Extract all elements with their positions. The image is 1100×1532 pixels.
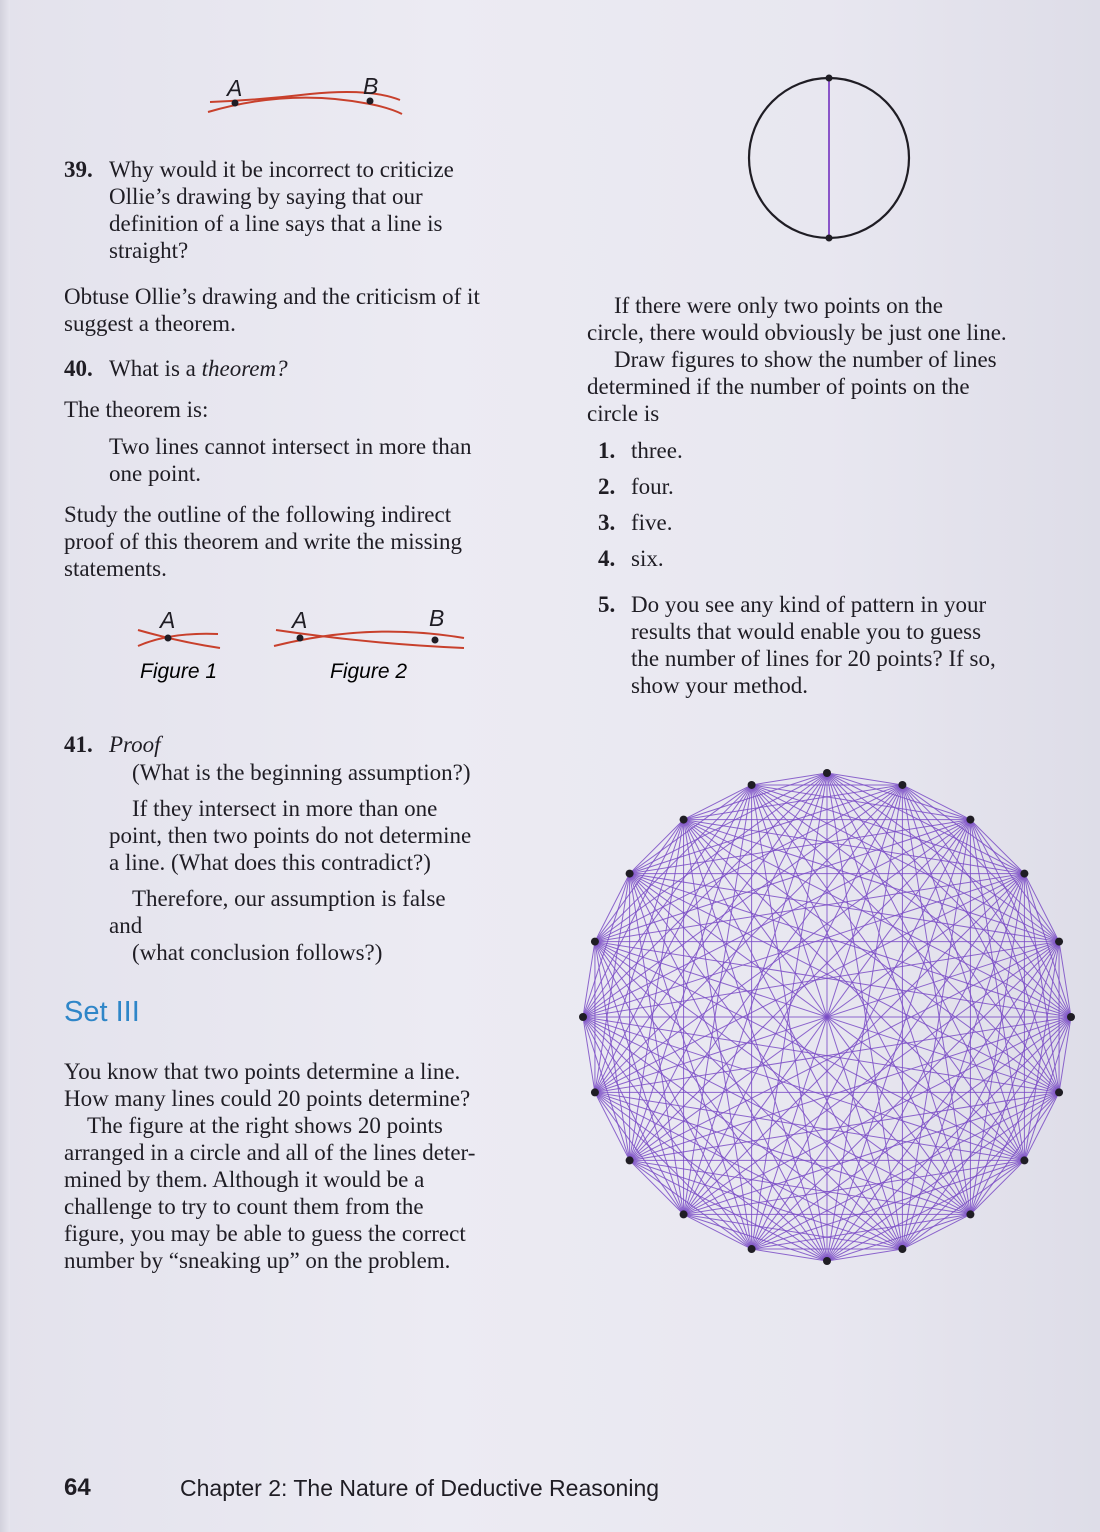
figure-2-point-a (297, 635, 304, 642)
figure-2 (274, 605, 464, 683)
graph-vertex (1055, 1088, 1063, 1096)
graph-edge (902, 1092, 1059, 1249)
two-points-paragraph (587, 292, 1067, 346)
proof-line: point, then two points do not determine (109, 823, 472, 848)
graph-edge (583, 1017, 684, 1214)
graph-edge (970, 820, 1071, 1017)
paragraph-line: determined if the number of points on the (587, 374, 970, 399)
question-line: straight? (109, 238, 189, 263)
graph-edge (630, 1160, 752, 1249)
label-b: B (363, 73, 379, 99)
figure-1 (138, 607, 220, 683)
graph-vertex (626, 870, 634, 878)
proof-step-3 (109, 885, 549, 966)
graph-vertex (579, 1013, 587, 1021)
figure-1-line-two (138, 630, 220, 648)
graph-edge (630, 1160, 827, 1261)
graph-edge (595, 820, 684, 942)
graph-vertex (748, 781, 756, 789)
graph-edge (595, 785, 752, 942)
graph-edge (630, 820, 684, 874)
question-41 (64, 731, 544, 971)
item-number: 1. (598, 438, 616, 463)
paragraph-line: Study the outline of the following indirect (64, 502, 452, 527)
graph-edge (752, 785, 971, 1214)
question-line: definition of a line says that a line is (109, 211, 443, 236)
graph-vertex (680, 1210, 688, 1218)
circle-point-bottom (826, 235, 833, 242)
graph-vertex (591, 1088, 599, 1096)
paragraph-line: arranged in a circle and all of the lines deter- (64, 1140, 476, 1165)
paragraph-line: suggest a theorem. (64, 311, 236, 336)
question-line: show your method. (631, 673, 808, 698)
graph-vertex (1055, 938, 1063, 946)
page-binding-edge (0, 0, 10, 1532)
question-number: 40. (64, 356, 93, 381)
question-term: theorem? (201, 356, 288, 381)
graph-edge (583, 785, 752, 1017)
graph-edge (752, 785, 1025, 874)
graph-vertex (626, 1156, 634, 1164)
graph-edge (752, 785, 1059, 1092)
graph-vertex (591, 938, 599, 946)
page-number: 64 (64, 1474, 91, 1501)
figures-1-and-2 (130, 600, 480, 690)
graph-edge (827, 1160, 1024, 1261)
graph-vertex (898, 781, 906, 789)
proof-line: (what conclusion follows?) (132, 940, 383, 965)
draw-figures-paragraph (587, 346, 1067, 427)
question-line: Do you see any kind of pattern in your (631, 592, 987, 617)
proof-line: If they intersect in more than one (132, 796, 438, 821)
graph-edge (595, 820, 684, 1093)
question-line: the number of lines for 20 points? If so, (631, 646, 996, 671)
graph-vertex (1020, 1156, 1028, 1164)
question-text: What is a (109, 356, 202, 381)
set-3-paragraph (64, 1112, 544, 1274)
theorem-line: Two lines cannot intersect in more than (109, 434, 472, 459)
graph-vertex (966, 816, 974, 824)
label-a: A (227, 75, 243, 101)
graph-edge (630, 785, 752, 874)
question-line: Ollie’s drawing by saying that our (109, 184, 423, 209)
graph-edge (827, 773, 1024, 874)
item-text: four. (631, 474, 674, 499)
paragraph-line: circle is (587, 401, 660, 426)
paragraph-line: challenge to try to count them from the (64, 1194, 424, 1219)
graph-edge (970, 820, 1024, 874)
paragraph-line: You know that two points determine a line. (64, 1059, 461, 1084)
paragraph-line: circle, there would obviously be just one line. (587, 320, 1007, 345)
theorem-line: one point. (109, 461, 201, 486)
paragraph-line: Draw figures to show the number of lines (614, 347, 997, 372)
set-3-intro (64, 1058, 544, 1112)
graph-edge (970, 1160, 1024, 1214)
question-number: 5. (598, 592, 616, 617)
paragraph-line: statements. (64, 556, 167, 581)
study-paragraph (64, 501, 544, 582)
item-number: 3. (598, 510, 616, 535)
graph-edge (752, 785, 827, 1261)
paragraph-line: number by “sneaking up” on the problem. (64, 1248, 451, 1273)
obtuse-ollie-paragraph (64, 283, 544, 337)
graph-edge (595, 1092, 684, 1214)
item-text: five. (631, 510, 673, 535)
paragraph-line: How many lines could 20 points determine? (64, 1086, 471, 1111)
twenty-point-complete-graph (575, 765, 1080, 1270)
graph-edge (583, 1017, 827, 1261)
question-line: results that would enable you to guess (631, 619, 982, 644)
graph-edge (595, 942, 902, 1249)
proof-line: Therefore, our assumption is false (132, 886, 446, 911)
paragraph-line: mined by them. Although it would be a (64, 1167, 425, 1192)
proof-step-1: (What is the beginning assumption?) (132, 760, 471, 785)
proof-step-2 (109, 795, 549, 876)
graph-vertex (680, 816, 688, 824)
running-footer: Chapter 2: The Nature of Deductive Reasoning (180, 1475, 660, 1501)
graph-vertex (1067, 1013, 1075, 1021)
proof-line: a line. (What does this contradict?) (109, 850, 431, 875)
theorem-intro: The theorem is: (64, 397, 209, 422)
paragraph-line: proof of this theorem and write the missing (64, 529, 462, 554)
graph-vertex (823, 1257, 831, 1265)
proof-line: and (109, 913, 143, 938)
graph-vertex (1020, 870, 1028, 878)
item-number: 2. (598, 474, 616, 499)
figure-2-point-b (432, 637, 439, 644)
graph-edge (684, 820, 903, 1249)
graph-edge (630, 773, 827, 874)
proof-title: Proof (109, 732, 161, 757)
graph-edge (970, 1017, 1071, 1214)
figure-1-caption: Figure 1 (140, 660, 218, 683)
graph-edge (684, 820, 827, 1261)
graph-edge (827, 1017, 1071, 1261)
paragraph-line: Obtuse Ollie’s drawing and the criticism of it (64, 284, 480, 309)
question-line: Why would it be incorrect to criticize (109, 157, 454, 182)
paragraph-line: The figure at the right shows 20 points (87, 1113, 443, 1138)
graph-vertex (748, 1245, 756, 1253)
graph-vertex (823, 769, 831, 777)
figure-2-label-a: A (292, 607, 308, 633)
graph-edge (827, 773, 1071, 1017)
graph-vertex (898, 1245, 906, 1253)
two-curves-figure (200, 70, 410, 122)
question-number: 41. (64, 732, 93, 757)
two-point-circle-figure (740, 70, 920, 250)
item-text: three. (631, 438, 683, 463)
figure-2-caption: Figure 2 (330, 660, 408, 683)
graph-edge (630, 874, 1059, 1093)
item-text: six. (631, 546, 664, 571)
graph-edge (583, 820, 684, 1017)
section-heading: Set III (64, 996, 140, 1028)
graph-edge (684, 820, 1025, 1161)
circle-point-top (826, 75, 833, 82)
figure-1-label-a: A (160, 607, 176, 633)
theorem-statement (109, 433, 549, 487)
figure-2-label-b: B (429, 605, 445, 631)
question-number: 39. (64, 157, 93, 182)
paragraph-line: If there were only two points on the (614, 293, 943, 318)
paragraph-line: figure, you may be able to guess the correct (64, 1221, 466, 1246)
figure-1-point-a (165, 635, 172, 642)
graph-edge (583, 773, 827, 1017)
graph-edge (902, 785, 1059, 942)
item-number: 4. (598, 546, 616, 571)
graph-edge (630, 1160, 684, 1214)
graph-edge (595, 1092, 752, 1249)
graph-vertex (966, 1210, 974, 1218)
